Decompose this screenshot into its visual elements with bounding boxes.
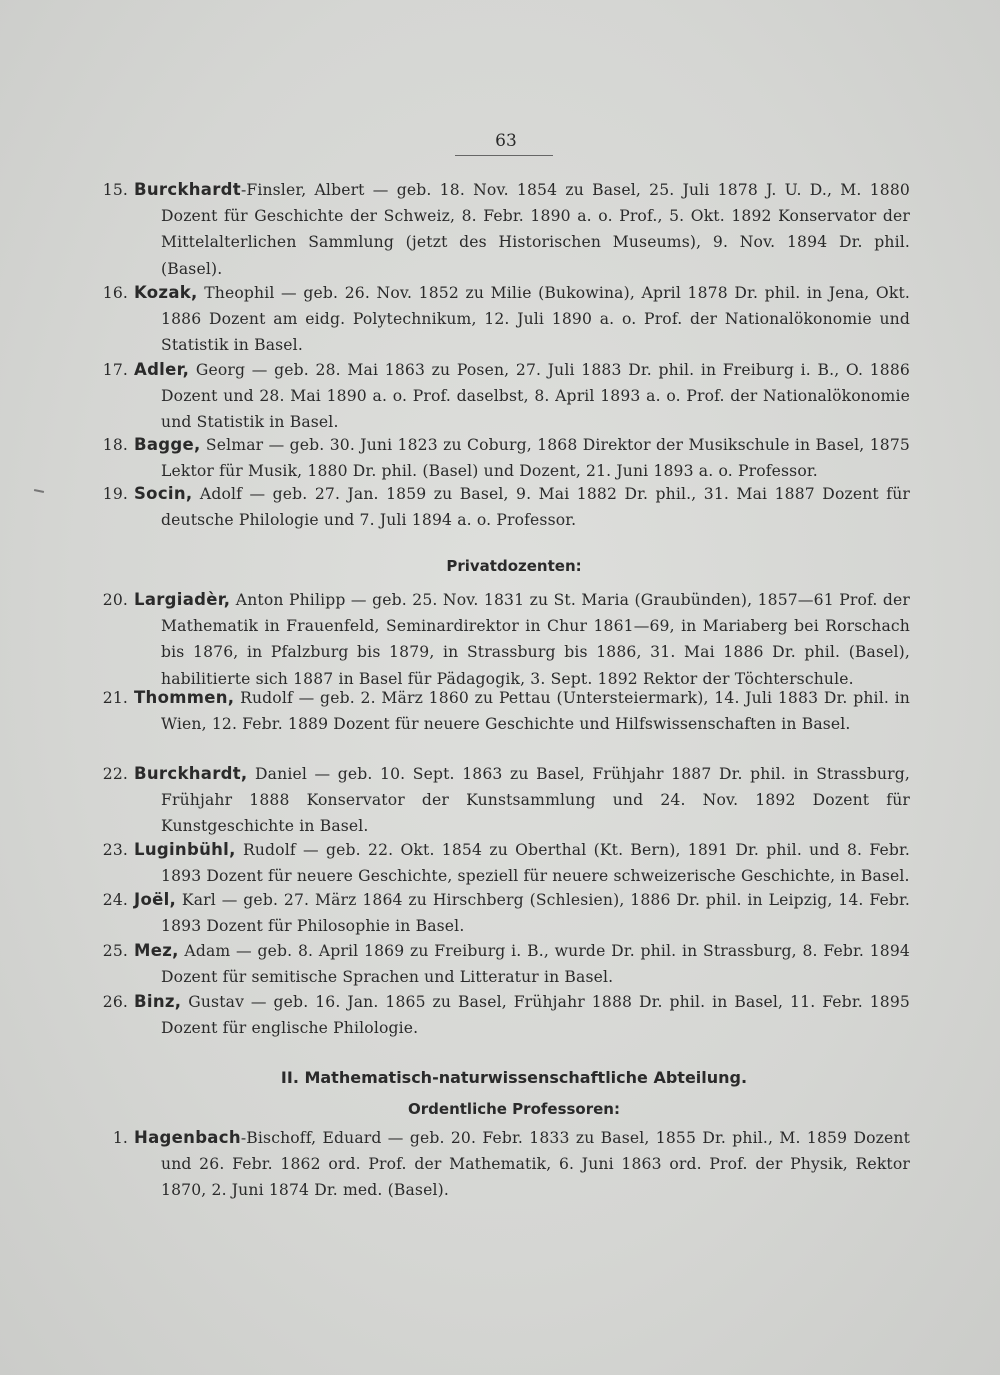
- entry-name: Socin,: [134, 484, 193, 503]
- entry-25: [100, 938, 910, 990]
- entry-name: Largiadèr,: [134, 590, 231, 609]
- entry-text: Georg — geb. 28. Mai 1863 zu Posen, 27. Juli 1883 Dr. phil. in Freiburg i. B., O. 1886 Dozent und 28. Mai 1890 a. o. Prof. daselbst, 8. April 1893 a. o. Prof. der Nationalökonomie und Statistik in Basel.: [161, 361, 910, 432]
- entry-name: Kozak,: [134, 283, 198, 302]
- entry-name: Binz,: [134, 992, 182, 1011]
- entry-22: [100, 761, 910, 840]
- privatdozenten-heading: Privatdozenten:: [446, 557, 582, 575]
- page-number: 63: [495, 131, 517, 151]
- ordentliche-professoren-heading: Ordentliche Professoren:: [408, 1100, 620, 1118]
- entry-1: [100, 1125, 910, 1204]
- entry-number: 23.: [102, 841, 128, 859]
- entry-text: Daniel — geb. 10. Sept. 1863 zu Basel, Frühjahr 1887 Dr. phil. in Strassburg, Frühjahr 1888 Konservator der Kunstsammlung und 24. Nov. 1892 Dozent für Kunstgeschichte in Basel.: [161, 765, 910, 836]
- entry-name: Joël,: [134, 890, 177, 909]
- entry-number: 18.: [102, 436, 128, 454]
- margin-mark: [34, 489, 44, 493]
- entry-name: Mez,: [134, 941, 179, 960]
- entry-number: 22.: [102, 765, 128, 783]
- page-number-rule: [455, 155, 553, 156]
- entry-number: 21.: [102, 689, 128, 707]
- entry-24: [100, 887, 910, 939]
- entry-name: Burckhardt,: [134, 764, 248, 783]
- entry-21: [100, 685, 910, 737]
- entry-name: Hagenbach: [134, 1128, 241, 1147]
- entry-number: 15.: [102, 181, 128, 199]
- entry-text: Selmar — geb. 30. Juni 1823 zu Coburg, 1868 Direktor der Musikschule in Basel, 1875 Lektor für Musik, 1880 Dr. phil. (Basel) und Dozent, 21. Juni 1893 a. o. Professor.: [161, 436, 910, 481]
- entry-number: 24.: [102, 891, 128, 909]
- entry-17: [100, 357, 910, 436]
- entry-text: Theophil — geb. 26. Nov. 1852 zu Milie (Bukowina), April 1878 Dr. phil. in Jena, Okt. 1886 Dozent am eidg. Polytechnikum, 12. Juli 1890 a. o. Prof. der Nationalökonomie und Statistik in Basel.: [161, 284, 910, 355]
- entry-name: Adler,: [134, 360, 190, 379]
- entry-text: Adolf — geb. 27. Jan. 1859 zu Basel, 9. Mai 1882 Dr. phil., 31. Mai 1887 Dozent für deutsche Philologie und 7. Juli 1894 a. o. Professor.: [161, 485, 910, 530]
- entry-text: Adam — geb. 8. April 1869 zu Freiburg i. B., wurde Dr. phil. in Strassburg, 8. Febr. 1894 Dozent für semitische Sprachen und Litteratur in Basel.: [161, 942, 910, 987]
- entry-16: [100, 280, 910, 359]
- entry-text: Karl — geb. 27. März 1864 zu Hirschberg (Schlesien), 1886 Dr. phil. in Leipzig, 14. Febr. 1893 Dozent für Philosophie in Basel.: [161, 891, 910, 936]
- entry-name: Burckhardt: [134, 180, 241, 199]
- entry-number: 26.: [102, 993, 128, 1011]
- entry-23: [100, 837, 910, 889]
- entry-18: [100, 432, 910, 484]
- entry-number: 19.: [102, 485, 128, 503]
- entry-number: 20.: [102, 591, 128, 609]
- entry-text: Anton Philipp — geb. 25. Nov. 1831 zu St. Maria (Graubünden), 1857—61 Prof. der Mathematik in Frauenfeld, Seminardirektor in Chur 1861—69, in Mariaberg bei Rorschach bis 1876, in Pfalzburg bis 1879, in Strassburg bis 1886, 31. Mai 1886 Dr. phil. (Basel), habilitierte sich 1887 in Basel für Pädagogik, 3. Sept. 1892 Rektor der Töchterschule.: [161, 591, 910, 688]
- entry-15: [100, 177, 910, 282]
- entry-text: Gustav — geb. 16. Jan. 1865 zu Basel, Frühjahr 1888 Dr. phil. in Basel, 11. Febr. 1895 Dozent für englische Philologie.: [161, 993, 910, 1038]
- entry-text: -Finsler, Albert — geb. 18. Nov. 1854 zu Basel, 25. Juli 1878 J. U. D., M. 1880 Dozent für Geschichte der Schweiz, 8. Febr. 1890 a. o. Prof., 5. Okt. 1892 Konservator der Mittelalterlichen Sammlung (jetzt des Historischen Museums), 9. Nov. 1894 Dr. phil. (Basel).: [161, 181, 910, 278]
- entry-number: 25.: [102, 942, 128, 960]
- entry-number: 17.: [102, 361, 128, 379]
- entry-text: -Bischoff, Eduard — geb. 20. Febr. 1833 zu Basel, 1855 Dr. phil., M. 1859 Dozent und 26. Febr. 1862 ord. Prof. der Mathematik, 6. Juni 1863 ord. Prof. der Physik, Rektor 1870, 2. Juni 1874 Dr. med. (Basel).: [161, 1129, 910, 1200]
- section-title: II. Mathematisch-naturwissenschaftliche Abteilung.: [280, 1068, 748, 1087]
- entry-name: Luginbühl,: [134, 840, 236, 859]
- entry-text: Rudolf — geb. 2. März 1860 zu Pettau (Untersteiermark), 14. Juli 1883 Dr. phil. in Wien, 12. Febr. 1889 Dozent für neuere Geschichte und Hilfswissenschaften in Basel.: [161, 689, 910, 734]
- entry-19: [100, 481, 910, 533]
- entry-name: Thommen,: [134, 688, 235, 707]
- entry-name: Bagge,: [134, 435, 201, 454]
- entry-26: [100, 989, 910, 1041]
- entry-20: [100, 587, 910, 692]
- entry-number: 16.: [102, 284, 128, 302]
- entry-text: Rudolf — geb. 22. Okt. 1854 zu Oberthal (Kt. Bern), 1891 Dr. phil. und 8. Febr. 1893 Dozent für neuere Geschichte, speziell für neuere schweizerische Geschichte, in Basel.: [161, 841, 910, 886]
- entry-number: 1.: [112, 1129, 128, 1147]
